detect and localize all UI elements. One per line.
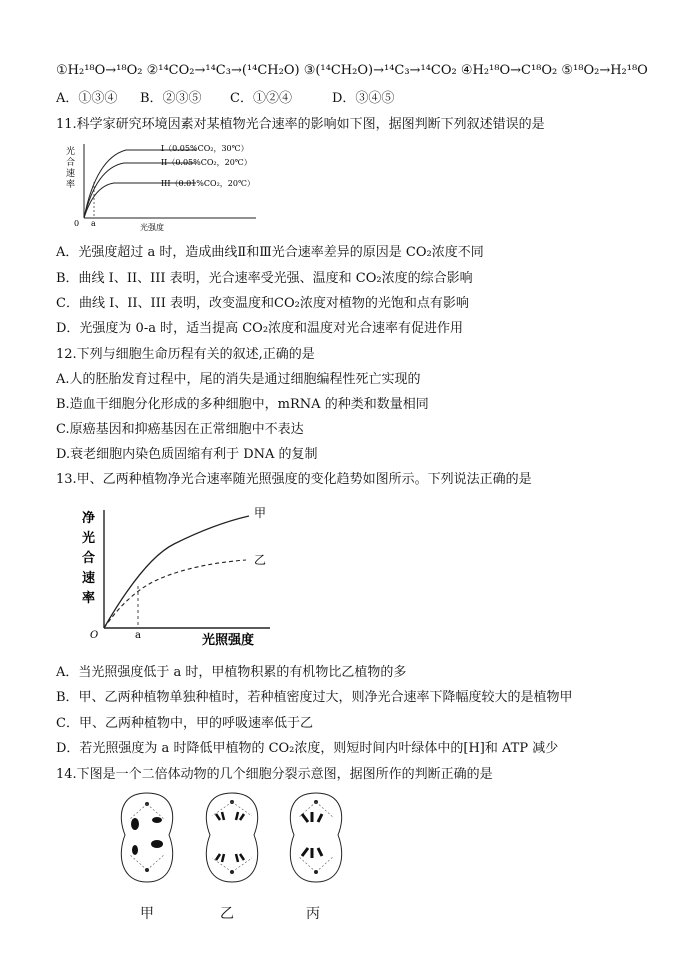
q13-option-d: D．若光照强度为 a 时降低甲植物的 CO₂浓度，则短时间内叶绿体中的[H]和 ATP 减少	[56, 741, 559, 756]
cell-bing-chromosome	[302, 848, 322, 858]
q10-option-a: A．①③④	[56, 91, 118, 106]
cell-bing-spindle	[298, 802, 334, 872]
q11-option-d: D．光强度为 0-a 时，适当提高 CO₂浓度和温度对光合速率有促进作用	[56, 321, 464, 336]
q11-ylabel-char: 率	[66, 180, 76, 190]
q11-origin: 0	[74, 219, 80, 228]
cell-jia-centriole-bottom	[145, 868, 149, 872]
q11-curve-iii	[84, 183, 196, 218]
q10-formula-line: ①H₂¹⁸O→¹⁸O₂ ②¹⁴CO₂→¹⁴C₃→(¹⁴CH₂O) ③(¹⁴CH₂O)→¹⁴C₃→¹⁴CO₂ ④H₂¹⁸O→C¹⁸O₂ ⑤¹⁸O₂→H₂¹⁸O	[56, 63, 648, 78]
q13-ylabel-char: 速	[82, 571, 96, 586]
cell-jia-chromosome	[151, 840, 163, 848]
q11-stem: 11.科学家研究环境因素对某植物光合速率的影响如下图，据图判断下列叙述错误的是	[56, 117, 545, 132]
q11-ylabel-char: 速	[66, 169, 76, 179]
q11-option-b: B．曲线 I、II、III 表明，光合速率受光强、温度和 CO₂浓度的综合影响	[56, 271, 473, 286]
q13-ylabel-char: 净	[82, 511, 96, 526]
q10-option-d: D．③④⑤	[332, 91, 395, 106]
q12-option-b: B.造血干细胞分化形成的多种细胞中，mRNA 的种类和数量相同	[56, 397, 429, 412]
cell-yi-centriole-bottom	[230, 870, 234, 874]
cell-label-yi: 乙	[220, 906, 234, 922]
q13-chart	[74, 504, 284, 649]
q10-option-b: B．②③⑤	[140, 91, 202, 106]
cell-bing-chromosome	[302, 812, 322, 822]
cell-yi-membrane	[206, 793, 257, 882]
cell-jia-chromosome	[152, 817, 162, 823]
q13-ylabel-char: 合	[82, 551, 96, 566]
q13-ylabel-char: 率	[82, 591, 96, 606]
q13-origin: O	[90, 630, 99, 641]
q12-stem: 12.下列与细胞生命历程有关的叙述,正确的是	[56, 347, 315, 362]
q13-option-b: B．甲、乙两种植物单独种植时，若种植密度过大，则净光合速率下降幅度较大的是植物甲	[56, 690, 573, 705]
q13-series-yi-label: 乙	[254, 553, 267, 567]
q10-option-c: C．①②④	[230, 91, 292, 106]
q11-ylabel-char: 合	[66, 158, 76, 168]
cell-bing-figure	[282, 790, 350, 885]
q11-option-a: A．光强度超过 a 时，造成曲线Ⅱ和Ⅲ光合速率差异的原因是 CO₂浓度不同	[56, 245, 484, 260]
cell-jia-figure	[113, 790, 181, 885]
q13-stem: 13.甲、乙两种植物净光合速率随光照强度的变化趋势如图所示。下列说法正确的是	[56, 472, 532, 487]
q13-option-c: C．甲、乙两种植物中，甲的呼吸速率低于乙	[56, 716, 313, 731]
cell-jia-spindle	[129, 804, 165, 870]
q13-option-a: A．当光照强度低于 a 时，甲植物积累的有机物比乙植物的多	[56, 665, 407, 680]
cell-bing-membrane	[290, 793, 341, 882]
q13-ylabel-char: 光	[82, 531, 96, 546]
q13-ylabel	[82, 510, 96, 606]
q11-series-i-label: I（0.05%CO₂，30℃）	[161, 144, 249, 153]
q13-xlabel: 光照强度	[202, 633, 255, 648]
q11-a-tick: a	[91, 219, 96, 228]
q12-option-a: A.人的胚胎发育过程中，尾的消失是通过细胞编程性死亡实现的	[56, 372, 421, 387]
q11-chart	[56, 138, 276, 233]
q12-option-d: D.衰老细胞内染色质固缩有利于 DNA 的复制	[56, 447, 318, 462]
cell-jia-chromosome	[131, 818, 139, 830]
cell-jia-chromosome	[132, 845, 138, 855]
q13-series-jia-label: 甲	[254, 506, 267, 520]
cell-yi-chromosome	[216, 812, 244, 820]
q11-option-c: C．曲线 I、II、III 表明，改变温度和CO₂浓度对植物的光饱和点有影响	[56, 296, 469, 311]
cell-yi-spindle	[212, 802, 252, 872]
cell-label-jia: 甲	[140, 906, 154, 922]
cell-bing-centriole-bottom	[314, 870, 318, 874]
q11-ylabel-char: 光	[66, 147, 76, 157]
cell-yi-chromosome	[216, 854, 244, 862]
q11-series-iii-label: III（0.01%CO₂，20℃）	[161, 179, 255, 188]
q12-option-c: C.原癌基因和抑癌基因在正常细胞中不表达	[56, 422, 304, 437]
q11-series-ii-label: II（0.05%CO₂，20℃）	[161, 158, 252, 167]
q13-a-tick: a	[135, 630, 141, 641]
q11-ylabel	[66, 145, 75, 190]
q14-stem: 14.下图是一个二倍体动物的几个细胞分裂示意图，据图所作的判断正确的是	[56, 767, 493, 782]
cell-yi-figure	[198, 790, 266, 885]
cell-label-bing: 丙	[306, 906, 320, 922]
q11-xlabel: 光强度	[140, 223, 164, 232]
